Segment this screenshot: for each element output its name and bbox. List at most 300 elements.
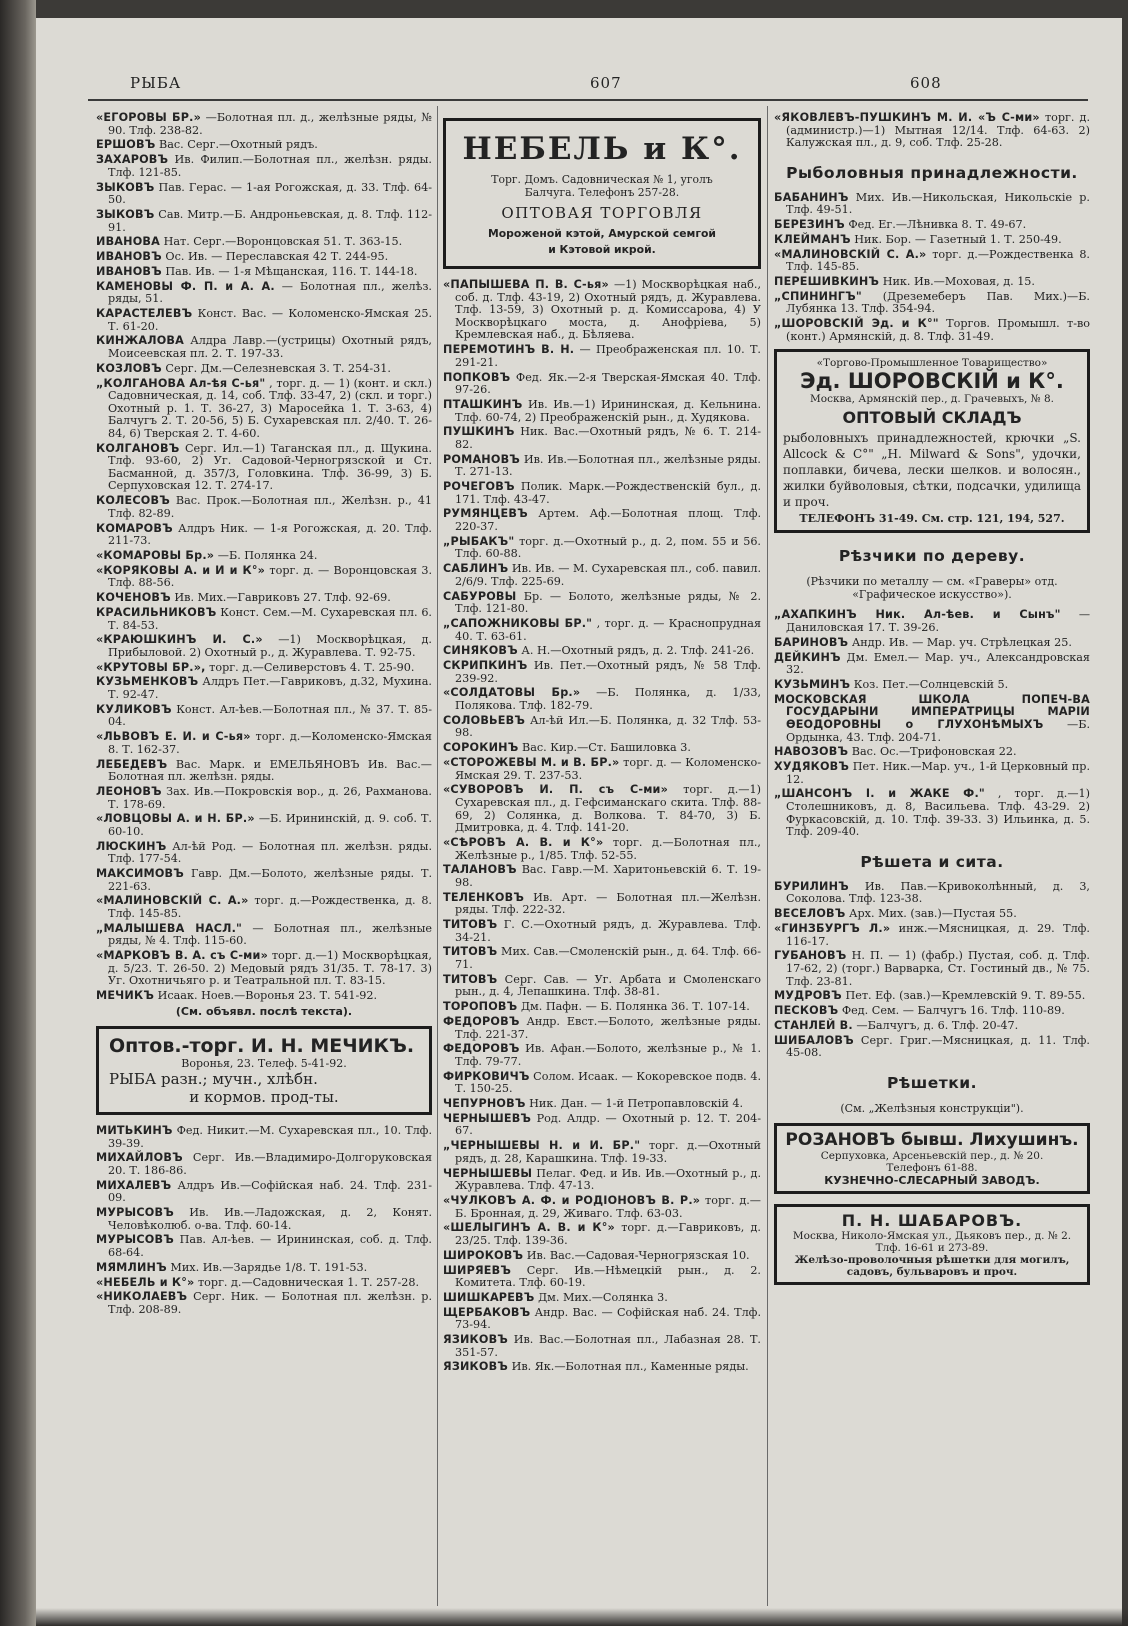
entry-name: «СТОРОЖЕВЫ М. и В. БР.» xyxy=(443,755,620,769)
entry-name: ФЕДОРОВЪ xyxy=(443,1014,520,1028)
directory-entry xyxy=(96,1262,432,1275)
directory-entry xyxy=(96,154,432,179)
page-number-right: 608 xyxy=(910,74,942,92)
entry-name: КАМЕНОВЫ Ф. П. и А. А. xyxy=(96,279,275,293)
entry-name: НАВОЗОВЪ xyxy=(774,745,849,759)
entry-details: , торг. д. — Краснопрудная 40. Т. 63-61. xyxy=(455,616,762,643)
entry-details: торг. д.—Охотный р., д. 2, пом. 55 и 56. Тлф. 60-88. xyxy=(455,534,761,561)
entry-name: КЛЕЙМАНЪ xyxy=(774,232,851,246)
directory-entry xyxy=(443,645,761,658)
directory-entry xyxy=(443,279,761,342)
directory-entry xyxy=(774,112,1090,150)
entry-details: Алдръ Ив.—Софiйская наб. 24. Тлф. 231-09. xyxy=(108,1178,433,1205)
directory-entry xyxy=(443,1140,761,1165)
entry-details: Ник. Вас.—Охотный рядъ, № 6. Т. 214-82. xyxy=(455,425,761,451)
entry-name: ПЕРЕМОТИНЪ В. Н. xyxy=(443,343,575,357)
entry-name: МИХАЛЕВЪ xyxy=(96,1178,172,1192)
entries-list xyxy=(443,279,761,1374)
entry-name: МУРЫСОВЪ xyxy=(96,1233,174,1247)
shorovsky-ad-top: «Торгово-Промышленное Товарищество» xyxy=(816,357,1048,370)
entry-details: Алдръ Ник. — 1-я Рогожская, д. 20. Тлф. 211-73. xyxy=(108,521,432,548)
shorovsky-ad-depot: ОПТОВЫЙ СКЛАДЪ xyxy=(842,408,1022,428)
entry-name: «МАЛИНОВСКIЙ С. А.» xyxy=(774,247,927,261)
mechik-ad-address: Воронья, 23. Телеф. 5-41-92. xyxy=(181,1056,347,1070)
directory-entry xyxy=(96,363,432,376)
entry-details: Солом. Исаак. — Кокоревское подв. 4. Т. 150-25. xyxy=(455,1069,761,1096)
entry-name: ДЕЙКИНЪ xyxy=(774,650,841,664)
directory-entry xyxy=(443,1001,761,1014)
entry-details: Андр. Ив. — Мар. уч. Стрѣлецкая 25. xyxy=(851,635,1072,649)
directory-entry xyxy=(96,1180,432,1205)
directory-entry xyxy=(443,372,761,397)
entry-details: Гавр. Дм.—Болото, желѣзные ряды. Т. 221-63. xyxy=(108,867,432,893)
entry-details: Артем. Аф.—Болотная площ. Тлф. 220-37. xyxy=(455,507,762,533)
entry-name: «ЛОВЦОВЫ А. и Н. БР.» xyxy=(96,812,255,826)
entry-details: Ив. Вас.—Болотная пл., Лабазная 28. Т. 351-57. xyxy=(455,1333,761,1359)
directory-entry xyxy=(443,1250,761,1263)
entry-details: —Б. Ордынка, 43. Тлф. 204-71. xyxy=(786,717,1090,744)
entry-details: Ив. Ив.—1) Ирининская, д. Кельнина. Тлф. 60-74, 2) Преображенскiй рын., д. Худякова. xyxy=(455,397,762,424)
mechik-advert xyxy=(96,1026,432,1115)
entry-name: КУЗЬМИНЪ xyxy=(774,677,851,691)
directory-entry xyxy=(96,592,432,605)
entry-details: А. Н.—Охотный рядъ, д. 2. Тлф. 241-26. xyxy=(521,644,755,658)
entry-name: ТИТОВЪ xyxy=(443,945,498,959)
entry-name: ТИТОВЪ xyxy=(443,918,498,932)
entry-name: «КОРЯКОВЫ А. и И и К°» xyxy=(96,563,266,577)
entry-name: ФЕДОРОВЪ xyxy=(443,1042,520,1056)
directory-entry xyxy=(96,523,432,548)
entry-name: КОЛГАНОВЪ xyxy=(96,441,180,455)
entry-name: КОМАРОВЪ xyxy=(96,521,173,535)
entry-details: Ив. Филип.—Болотная пл., желѣзн. ряды. Тлф. 121-85. xyxy=(108,153,432,179)
entry-name: СОРОКИНЪ xyxy=(443,741,519,755)
grilles-note: (См. „Желѣзныя конструкцiи"). xyxy=(840,1101,1024,1115)
entry-name: СКРИПКИНЪ xyxy=(443,659,528,673)
directory-entry xyxy=(443,1361,761,1374)
directory-entry xyxy=(774,679,1090,692)
directory-entry xyxy=(443,1071,761,1096)
entry-name: „АХАПКИНЪ Ник. Ал-ѣев. и Сынъ" xyxy=(774,608,1061,622)
column-rule-1 xyxy=(437,106,438,1606)
entry-details: Ив. Мих.—Гавриковъ 27. Тлф. 92-69. xyxy=(174,591,391,605)
entry-details: Пав. Ив. — 1-я Мѣщанская, 116. Т. 144-18. xyxy=(165,264,418,278)
directory-entry xyxy=(443,742,761,755)
entry-name: КУЛИКОВЪ xyxy=(96,702,172,716)
entry-name: САБУРОВЫ xyxy=(443,589,517,603)
directory-entry xyxy=(96,335,432,360)
directory-entry xyxy=(443,1292,761,1305)
entry-name: МЯМЛИНЪ xyxy=(96,1260,167,1274)
entry-details: Ив. Ив. — М. Сухаревская пл., соб. павил. 2/6/9. Тлф. 225-69. xyxy=(455,562,762,588)
entry-details: Пав. Герас. — 1-ая Рогожская, д. 33. Тлф. 64-50. xyxy=(108,180,432,207)
entry-details: —Б. Ирининскiй, д. 9. соб. Т. 60-10. xyxy=(108,812,432,838)
entry-name: ЩЕРБАКОВЪ xyxy=(443,1305,531,1319)
entry-name: МИХАЙЛОВЪ xyxy=(96,1151,183,1165)
directory-entry xyxy=(443,784,761,834)
directory-entry xyxy=(443,1168,761,1193)
directory-entry xyxy=(96,662,432,675)
nebel-ad-line1: Торг. Домъ. Садовническая № 1, уголъ xyxy=(491,173,713,186)
entry-details: Мих. Сав.—Смоленскiй рын., д. 64. Тлф. 66-71. xyxy=(455,945,761,971)
entries-list-a xyxy=(96,112,432,1003)
entry-name: «СѢРОВЪ А. В. и К°» xyxy=(443,835,604,849)
entry-details: Вас. Марк. и ЕМЕЛЬЯНОВЪ Ив. Вас.—Болотная пл. желѣзн. ряды. xyxy=(108,757,432,784)
entry-name: „МАЛЫШЕВА НАСЛ." xyxy=(96,921,243,935)
entry-details: торг. д.—Болотная пл., Желѣзные р., 1/85. Тлф. 52-55. xyxy=(455,835,761,862)
directory-entry xyxy=(774,609,1090,634)
directory-entry xyxy=(96,182,432,207)
directory-entry xyxy=(96,950,432,988)
entry-name: ЕРШОВЪ xyxy=(96,138,156,152)
entry-name: МИТЬКИНЪ xyxy=(96,1123,173,1137)
entry-details: — Преображенская пл. 10. Т. 291-21. xyxy=(455,343,761,369)
shabarov-ad-address: Москва, Николо-Ямская ул., Дьяковъ пер., д. № 2. Тлф. 16-61 и 273-89. xyxy=(792,1229,1072,1254)
entry-details: Коз. Пет.—Солнцевскiй 5. xyxy=(853,677,1009,691)
directory-entry xyxy=(96,550,432,563)
header-rule xyxy=(88,99,1088,101)
entry-name: ЯЗИКОВЪ xyxy=(443,1333,509,1347)
shabarov-advert xyxy=(774,1204,1090,1285)
directory-entry xyxy=(774,788,1090,838)
entry-details: Вас. Прок.—Болотная пл., Желѣзн. р., 41 Тлф. 82-89. xyxy=(108,494,432,520)
shorovsky-ad-body: рыболовныхъ принадлежностей, крючки „S. Allcock & C°" „H. Milward & Sons", удочки, поплавки, бичева, лески шелков. и волосян., жилки буйволовыя, сѣтки, подсачки, удилища и проч. xyxy=(783,431,1081,510)
see-advert-note: (См. объявл. послѣ текста). xyxy=(175,1004,353,1018)
entry-details: Ив. Пав.—Кривоколѣнный, д. 3, Соколова. Тлф. 123-38. xyxy=(786,879,1090,906)
entry-name: ЗЫКОВЪ xyxy=(96,180,155,194)
directory-entry xyxy=(443,1113,761,1138)
directory-entry xyxy=(443,399,761,424)
entry-details: Дм. Пафн. — Б. Полянка 36. Т. 107-14. xyxy=(520,1000,750,1014)
entry-details: Фед. Сем. — Балчугъ 16. Тлф. 110-89. xyxy=(841,1004,1065,1018)
entry-details: —Б. Полянка, д. 1/33, Полякова. Тлф. 182-79. xyxy=(455,686,762,713)
directory-entry xyxy=(774,234,1090,247)
entry-details: Серг. Дм.—Селезневская 3. Т. 254-31. xyxy=(165,361,391,375)
directory-entry xyxy=(443,591,761,616)
entries-list-top xyxy=(774,112,1090,150)
entry-name: ЯЗИКОВЪ xyxy=(443,1360,509,1374)
entry-details: Полик. Марк.—Рождественскiй бул., д. 171. Тлф. 43-47. xyxy=(455,480,761,506)
entry-details: —1) Москворѣцкая наб., соб. д. Тлф. 43-19, 2) Охотный рядъ, д. Журавлева. Тлф. 13-59, 3) Охотный р. д. Комиссарова, 4) У Москворѣцкаго моста, д. Анофрiева, 5) Кремлевская наб., д. Бѣляева. xyxy=(455,278,761,342)
directory-entry xyxy=(443,919,761,944)
shorovsky-ad-phone: ТЕЛЕФОНЪ 31-49. См. стр. 121, 194, 527. xyxy=(799,512,1065,526)
entry-name: МУРЫСОВЪ xyxy=(96,1206,174,1220)
entry-details: Н. П. — 1) (фабр.) Пустая, соб. д. Тлф. 17-62, 2) (торг.) Варварка, Ст. Гостиный дв., № 75. Тлф. 23-81. xyxy=(786,949,1090,988)
entry-details: Вас. Ос.—Трифоновская 22. xyxy=(851,745,1017,759)
entry-name: ЛЕОНОВЪ xyxy=(96,784,162,798)
entry-name: ПТАШКИНЪ xyxy=(443,397,523,411)
entry-name: СИНЯКОВЪ xyxy=(443,644,518,658)
entry-name: „ШОРОВСКIЙ Эд. и К°" xyxy=(774,317,939,331)
directory-entry xyxy=(443,618,761,643)
rozanov-ad-title: РОЗАНОВЪ бывш. Лихушинъ. xyxy=(785,1129,1079,1150)
directory-entry xyxy=(774,1020,1090,1033)
entry-details: торг. д.—Охотный рядъ, д. 28, Карашкина. Тлф. 19-33. xyxy=(455,1139,761,1165)
entry-name: ЧЕРНЫШЕВЪ xyxy=(443,1111,532,1125)
directory-entry xyxy=(443,426,761,451)
entry-name: ХУДЯКОВЪ xyxy=(774,760,850,774)
entry-details: Алдра Лавр.—(устрицы) Охотный рядъ, Моисеевская пл. 2. Т. 197-33. xyxy=(108,334,432,360)
entry-details: Мих. Ив.—Зарядье 1/8. Т. 191-53. xyxy=(170,1260,368,1274)
directory-entry xyxy=(96,1234,432,1259)
entry-details: Исаак. Ноев.—Воронья 23. Т. 541-92. xyxy=(157,989,378,1003)
directory-entry xyxy=(96,209,432,234)
entry-name: РОМАНОВЪ xyxy=(443,452,521,466)
section-heading-grilles: Рѣшетки. xyxy=(887,1073,977,1092)
directory-entry xyxy=(774,652,1090,677)
entry-details: Ив. Ив.—Ладожская, д. 2, Конят. Человѣколюб. о-ва. Тлф. 60-14. xyxy=(108,1206,432,1232)
entry-name: «МАРКОВЪ В. А. съ С-ми» xyxy=(96,949,268,963)
entry-details: Дм. Емел.— Мар. уч., Александровская 32. xyxy=(786,650,1090,677)
entry-details: Зах. Ив.—Покровскiя вор., д. 26, Рахманова. Т. 178-69. xyxy=(108,784,432,811)
directory-entry xyxy=(96,841,432,866)
entry-details: Ив. Ив.—Болотная пл., желѣзные ряды. Т. 271-13. xyxy=(455,452,761,479)
carvers-list xyxy=(774,609,1090,838)
entry-details: Фед. Як.—2-я Тверская-Ямская 40. Тлф. 97-26. xyxy=(455,370,761,397)
entry-details: торг. д.—Селиверстовъ 4. Т. 25-90. xyxy=(209,660,415,674)
entry-details: —Балчугъ, д. 6. Тлф. 20-47. xyxy=(856,1018,1019,1032)
directory-entry xyxy=(443,1195,761,1220)
entry-name: БЕРЕЗИНЪ xyxy=(774,218,845,232)
directory-entry xyxy=(96,607,432,632)
entry-name: ШИРЯЕВЪ xyxy=(443,1263,512,1277)
entry-name: «СОЛДАТОВЫ Бр.» xyxy=(443,686,581,700)
nebel-ad-line5: и Кэтовой икрой. xyxy=(548,243,656,256)
nebel-ad-title: НЕБЕЛЬ и К°. xyxy=(462,131,742,167)
rozanov-ad-address: Серпуховка, Арсеньевскiй пер., д. № 20. xyxy=(820,1149,1044,1162)
entry-name: ШИШКАРЕВЪ xyxy=(443,1290,535,1304)
entry-details: Ив. Пет.—Охотный рядъ, № 58 Тлф. 239-92. xyxy=(455,659,761,685)
directory-entry xyxy=(774,950,1090,988)
entry-details: Конст. Сем.—М. Сухаревская пл. 6. Т. 84-53. xyxy=(108,605,432,632)
directory-entry xyxy=(774,761,1090,786)
entry-name: КУЗЬМЕНКОВЪ xyxy=(96,675,199,689)
entry-details: Конст. Ал-ѣев.—Болотная пл., № 37. Т. 85-04. xyxy=(108,702,432,729)
entry-details: торг. д.—1) Сухаревская пл., д. Гефсиманскаго скита. Тлф. 88-69, 2) Солянка, д. Волкова. Т. 84-70, 3) Б. Дмитровка, д. 4. Тлф. 141-20. xyxy=(455,783,761,835)
section-heading-carvers: Рѣзчики по дереву. xyxy=(838,547,1026,566)
entry-details: Ник. Ив.—Моховая, д. 15. xyxy=(882,275,1035,289)
entry-name: «ГИНЗБУРГЪ Л.» xyxy=(774,922,891,935)
entry-details: торг. д.—1) Москворѣцкая, д. 5/23. Т. 26-50. 2) Медовый рядъ 31/35. Т. 78-17. 3) Уг. Охотничьяго р. и Театральной пл. Т. 83-15. xyxy=(108,949,432,988)
entry-name: ШИБАЛОВЪ xyxy=(774,1033,854,1047)
shorovsky-ad-title: Эд. ШОРОВСКIЙ и К°. xyxy=(800,369,1064,394)
entry-details: — Болотная пл., желѣз. ряды, 51. xyxy=(108,279,432,306)
directory-entry xyxy=(443,715,761,740)
entry-name: ЧЕРНЫШЕВЫ xyxy=(443,1166,533,1180)
shabarov-ad-title: П. Н. ШАБАРОВЪ. xyxy=(841,1210,1023,1230)
entry-name: КОЛЕСОВЪ xyxy=(96,494,170,508)
nebel-ad-line4: Мороженой кэтой, Амурской семгой xyxy=(488,227,716,240)
directory-entry xyxy=(96,1291,432,1316)
entry-name: ЛЮСКИНЪ xyxy=(96,839,167,853)
entry-name: МАКСИМОВЪ xyxy=(96,867,184,881)
nebel-ad-line3: ОПТОВАЯ ТОРГОВЛЯ xyxy=(501,204,703,222)
entry-details: Серг. Сав. — Уг. Арбата и Смоленскаго рын., д. 4, Лепашкина. Тлф. 38-81. xyxy=(455,972,761,999)
entry-name: «ПАПЫШЕВА П. В. С-ья» xyxy=(443,278,609,291)
entry-name: ТАЛАНОВЪ xyxy=(443,863,517,877)
entry-details: Мих. Ив.—Никольская, Никольскiе р. Тлф. 49-51. xyxy=(786,190,1090,217)
entry-name: «КРАЮШКИНЪ И. С.» xyxy=(96,633,263,647)
entry-name: «НЕБЕЛЬ и К°» xyxy=(96,1275,195,1289)
entry-name: «ЛЬВОВЪ Е. И. и С-ья» xyxy=(96,730,251,744)
entry-name: МЕЧИКЪ xyxy=(96,989,155,1003)
entry-name: „СПИНИНГЪ" xyxy=(774,289,862,303)
rozanov-ad-phone: Телефонъ 61-88. xyxy=(886,1161,978,1174)
entry-details: Вас. Кир.—Ст. Башиловка 3. xyxy=(521,741,691,755)
rozanov-ad-works: КУЗНЕЧНО-СЛЕСАРНЫЙ ЗАВОДЪ. xyxy=(824,1173,1040,1187)
directory-entry xyxy=(443,974,761,999)
entry-details: Серг. Григ.—Мясницкая, д. 11. Тлф. 45-08. xyxy=(786,1033,1090,1060)
entry-details: Вас. Гавр.—М. Харитоньевскiй 6. Т. 19-98. xyxy=(455,863,761,889)
directory-entry xyxy=(96,676,432,701)
entry-details: Г. С.—Охотный рядъ, д. Журавлева. Тлф. 34-21. xyxy=(455,918,761,944)
entry-name: ЗАХАРОВЪ xyxy=(96,153,169,167)
entry-name: ЗЫКОВЪ xyxy=(96,207,155,221)
running-head: РЫБА xyxy=(130,74,182,92)
directory-entry xyxy=(443,508,761,533)
directory-entry xyxy=(774,249,1090,274)
entry-details: торг. д.—Коломенско-Ямская 8. Т. 162-37. xyxy=(108,730,432,756)
directory-entry xyxy=(774,908,1090,921)
entry-name: ТЕЛЕНКОВЪ xyxy=(443,890,525,904)
entry-name: РУМЯНЦЕВЪ xyxy=(443,507,528,521)
entry-details: Андр. Вас. — Софiйская наб. 24. Тлф. 73-94. xyxy=(455,1305,761,1332)
directory-entry xyxy=(96,1277,432,1290)
directory-entry xyxy=(774,881,1090,906)
directory-entry xyxy=(96,1207,432,1232)
entry-details: торг. д.—Гавриковъ, д. 23/25. Тлф. 139-36. xyxy=(455,1221,761,1247)
entries-list-b xyxy=(96,1125,432,1317)
entry-name: «СУВОРОВЪ И. П. съ С-ми» xyxy=(443,783,669,797)
directory-entry xyxy=(443,1334,761,1359)
entry-details: Вас. Серг.—Охотный рядъ. xyxy=(158,138,318,152)
directory-entry xyxy=(96,112,432,137)
entry-details: Ив. Як.—Болотная пл., Каменные ряды. xyxy=(511,1360,749,1374)
entry-name: «МАЛИНОВСКIЙ С. А.» xyxy=(96,894,249,908)
entry-details: , торг. д. — 1) (конт. и скл.) Садовническая, д. 14, соб. Тлф. 33-47, 2) (скл. и торг.) Охотный р. 1. Т. 36-27, 3) Маросейка 1. Т. 3-63, 4) Балчугъ 2. Т. 20-56, 5) Б. Сухаревская пл. 2/40. Т. 26-84, 6) Тверская 2. Т. 4-60. xyxy=(108,376,432,440)
directory-entry xyxy=(774,1035,1090,1060)
entry-details: Конст. Вас. — Коломенско-Ямская 25. Т. 61-20. xyxy=(108,307,432,333)
directory-entry xyxy=(96,139,432,152)
directory-entry xyxy=(443,481,761,506)
entry-name: ИВАНОВЪ xyxy=(96,250,162,264)
entry-details: Андр. Евст.—Болото, желѣзные ряды. Тлф. 221-37. xyxy=(455,1014,761,1041)
entry-details: Торгов. Промышл. т-во (конт.) Армянскiй, д. 8. Тлф. 31-49. xyxy=(786,317,1091,343)
section-heading-tackle: Рыболовныя принадлежности. xyxy=(786,163,1078,182)
directory-entry xyxy=(443,1265,761,1290)
column-rule-2 xyxy=(767,106,768,1606)
entry-details: Пет. Ник.—Мар. уч., 1-й Церковный пр. 12. xyxy=(786,760,1091,786)
entry-name: ПУШКИНЪ xyxy=(443,425,515,439)
entry-name: ИВАНОВА xyxy=(96,235,161,249)
directory-entry xyxy=(96,308,432,333)
entry-details: инж.—Мясницкая, д. 29. Тлф. 116-17. xyxy=(786,922,1090,948)
entry-name: БУРИЛИНЪ xyxy=(774,879,849,893)
mechik-ad-title: Оптов.-торг. И. Н. МЕЧИКЪ. xyxy=(109,1034,415,1057)
entry-name: «КРУТОВЫ БР.», xyxy=(96,660,206,674)
directory-entry xyxy=(774,276,1090,289)
directory-entry xyxy=(774,192,1090,217)
column-2 xyxy=(443,112,761,1376)
entry-name: БАРИНОВЪ xyxy=(774,635,849,649)
directory-entry xyxy=(96,704,432,729)
directory-entry xyxy=(774,746,1090,759)
nebel-advert xyxy=(443,118,761,269)
entry-details: Ос. Ив. — Переславская 42 Т. 244-95. xyxy=(165,250,389,264)
directory-entry xyxy=(443,687,761,712)
entry-name: КИНЖАЛОВА xyxy=(96,334,185,348)
entry-name: СОЛОВЬЕВЪ xyxy=(443,713,526,727)
entry-name: КАРАСТЕЛЕВЪ xyxy=(96,307,193,320)
entry-name: „ЧЕРНЫШЕВЫ Н. и И. БР." xyxy=(443,1139,641,1153)
directory-entry xyxy=(96,443,432,493)
entry-name: «КОМАРОВЫ Бр.» xyxy=(96,549,215,562)
directory-entry xyxy=(443,1098,761,1111)
entry-name: БАБАНИНЪ xyxy=(774,190,849,204)
rozanov-advert xyxy=(774,1123,1090,1194)
entry-details: Ив. Афан.—Болото, желѣзные р., № 1. Тлф. 79-77. xyxy=(455,1042,762,1068)
directory-entry xyxy=(96,759,432,784)
column-1 xyxy=(96,112,432,1319)
directory-entry xyxy=(96,266,432,279)
directory-entry xyxy=(443,946,761,971)
page-number-left: 607 xyxy=(590,74,622,92)
book-spine xyxy=(0,0,36,1626)
directory-entry xyxy=(96,634,432,659)
entry-details: Род. Алдр. — Охотный р. 12. Т. 204-67. xyxy=(455,1111,762,1138)
mechik-ad-goods: РЫБА разн.; мучн., хлѣбн. xyxy=(109,1069,318,1088)
entry-details: торг. д.—Б. Бронная, д. 29, Живаго. Тлф. 63-03. xyxy=(455,1193,761,1220)
directory-entry xyxy=(96,786,432,811)
entry-name: ЛЕБЕДЕВЪ xyxy=(96,757,168,771)
nebel-ad-line2: Балчуга. Телефонъ 257-28. xyxy=(524,186,680,199)
entry-details: —Болотная пл. д., желѣзные ряды, № 90. Тлф. 238-82. xyxy=(108,111,432,137)
entry-details: Ник. Бор. — Газетный 1. Т. 250-49. xyxy=(854,232,1062,246)
directory-entry xyxy=(96,923,432,948)
entry-name: МОСКОВСКАЯ ШКОЛА ПОПЕЧ-ВА ГОСУДАРЫНИ ИМПЕРАТРИЦЫ МАРIИ ѲЕОДОРОВНЫ о ГЛУХОНѢМЫХЪ xyxy=(774,692,1090,731)
entry-details: Серг. Ив.—Нѣмецкiй рын., д. 2. Комитета. Тлф. 60-19. xyxy=(455,1263,761,1290)
directory-entry xyxy=(96,565,432,590)
entry-details: Пет. Еф. (зав.)—Кремлевскiй 9. Т. 89-55. xyxy=(845,989,1086,1003)
entry-details: Ник. Дан. — 1-й Петропавловскiй 4. xyxy=(529,1097,744,1111)
directory-entry xyxy=(96,281,432,306)
entry-details: , торг. д.—1) Столешниковъ, д. 8, Васильева. Тлф. 43-29. 2) Фуркасовскiй, д. 10. Тлф. 39-33. 3) Ильинка, д. 5. Тлф. 209-40. xyxy=(786,787,1090,839)
entry-details: Серг. Ил.—1) Таганская пл., д. Щукина. Тлф. 93-60, 2) Уг. Садовой-Черногрязской и Ст. Басманной, д. 357/3, Головкина. Тлф. 36-99, 3) Б. Серпуховская 12. Т. 274-17. xyxy=(108,441,432,493)
directory-entry xyxy=(443,660,761,685)
directory-entry xyxy=(96,868,432,893)
section-heading-sieves: Рѣшета и сита. xyxy=(860,852,1004,871)
shorovsky-ad-address: Москва, Армянскiй пер., д. Грачевыхъ, № 8. xyxy=(810,393,1054,406)
entry-name: ПОПКОВЪ xyxy=(443,370,511,384)
entry-name: «ЕГОРОВЫ БР.» xyxy=(96,111,202,124)
entry-name: СТАНЛЕЙ В. xyxy=(774,1018,853,1032)
tackle-list xyxy=(774,192,1090,344)
carvers-note: (Рѣзчики по металлу — см. «Граверы» отд. «Графическое искусство»). xyxy=(806,575,1058,602)
entry-name: „ШАНСОНЪ I. и ЖАКЕ Ф." xyxy=(774,787,985,801)
entry-name: ТОРОПОВЪ xyxy=(443,1000,518,1014)
directory-entry xyxy=(443,757,761,782)
entry-name: МУДРОВЪ xyxy=(774,989,842,1003)
directory-entry xyxy=(96,1152,432,1177)
entry-name: ТИТОВЪ xyxy=(443,972,498,986)
entry-name: «НИКОЛАЕВЪ xyxy=(96,1290,188,1304)
directory-entry xyxy=(96,895,432,920)
directory-entry xyxy=(96,990,432,1003)
entry-details: Ив. Вас.—Садовая-Черногрязская 10. xyxy=(526,1248,750,1262)
entry-details: торг. д. — Воронцовская 3. Тлф. 88-56. xyxy=(108,563,433,590)
directory-entry xyxy=(96,731,432,756)
directory-entry xyxy=(96,251,432,264)
